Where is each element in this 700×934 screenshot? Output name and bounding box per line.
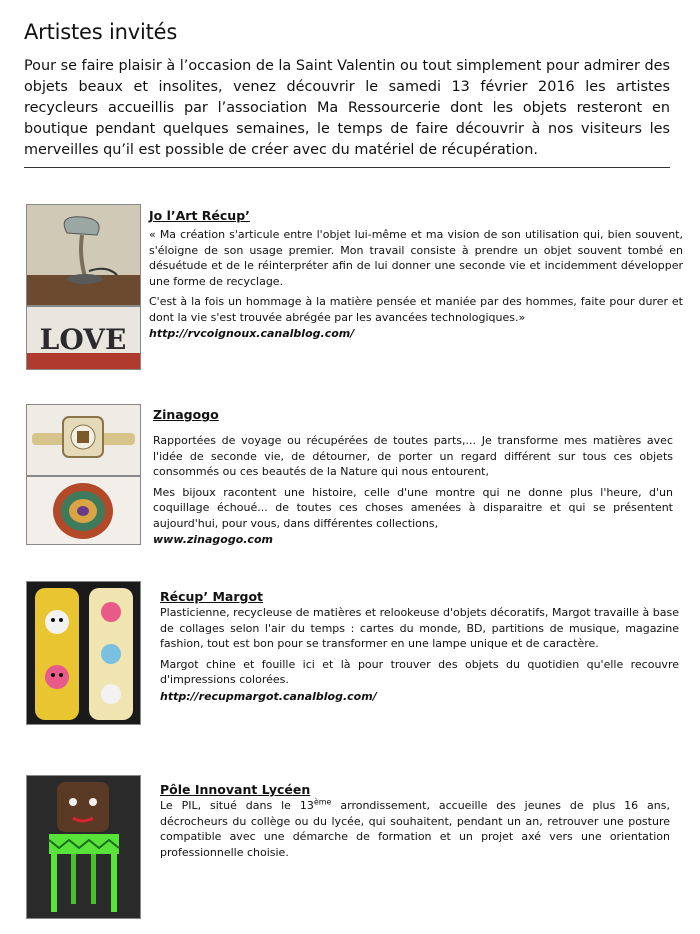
pil-text-start: Le PIL, situé dans le 13 <box>160 799 314 812</box>
artist-photo-jo-love <box>26 306 141 370</box>
artist-link-zinagogo[interactable]: www.zinagogo.com <box>153 533 273 546</box>
artist-description-jo <box>149 227 683 342</box>
artist-name-pil: Pôle Innovant Lycéen <box>160 782 311 797</box>
artist-photo-pil-chair <box>26 775 141 919</box>
artist-photo-zinagogo-ring <box>26 476 141 545</box>
divider <box>24 167 670 168</box>
artist-description-margot <box>160 605 679 704</box>
artist-paragraph: « Ma création s'articule entre l'objet lui-même et ma vision de son utilisation qui, bien souvent, s'éloigne de son usage premier. Mon travail consiste à prendre un objet souvent tombé en désuétude et de le réinterpréter afin de lui donner une seconde vie et incidemment développer une forme de recyclage. <box>149 228 683 288</box>
artist-description-zinagogo <box>153 433 673 548</box>
intro-paragraph: Pour se faire plaisir à l’occasion de la Saint Valentin ou tout simplement pour admirer des objets beaux et insolites, venez découvrir le samedi 13 février 2016 les artistes recycleurs accueillis par l’association Ma Ressourcerie dont les objets resteront en boutique pendant quelques semaines, le temps de faire découvrir à nos visiteurs les merveilles qu’il est possible de créer avec du matériel de récupération. <box>24 58 670 158</box>
artist-link-jo[interactable]: http://rvcoignoux.canalblog.com/ <box>149 327 355 340</box>
artist-name-zinagogo: Zinagogo <box>153 407 219 422</box>
artist-paragraph <box>160 798 670 860</box>
artist-photo-jo-lamp <box>26 204 141 306</box>
artist-paragraph: C'est à la fois un hommage à la matière pensée et maniée par des hommes, faite pour durer et dont la vie s'est trouvée abrégée par les avancées technologiques.» <box>149 295 683 324</box>
pil-text-end: arrondissement, accueille des jeunes de plus 16 ans, décrocheurs du collège ou du lycée, qui souhaitent, pendant un an, retrouver une posture compatible avec une démarche de formation et un projet axé vers une orientation professionnelle choisie. <box>160 799 670 859</box>
artist-link-margot[interactable]: http://recupmargot.canalblog.com/ <box>160 689 377 703</box>
artist-name-jo: Jo l’Art Récup’ <box>149 208 250 223</box>
artist-paragraph: Rapportées de voyage ou récupérées de toutes parts,... Je transforme mes matières avec l'idée de seconde vie, de détourner, de porter un regard différent sur tous ces objets consommés ou ces beautés de la Nature qui nous entourent, <box>153 434 673 478</box>
artist-paragraph: Plasticienne, recycleuse de matières et relookeuse d'objets décoratifs, Margot travaille à base de collages selon l'air du temps : cartes du monde, BD, partitions de musique, magazine fashion, tout est bon pour se transformer en une lampe unique et de caractère. <box>160 606 679 650</box>
artist-photo-margot-lamps <box>26 581 141 725</box>
page-title: Artistes invités <box>24 20 178 44</box>
artist-photo-zinagogo-watch <box>26 404 141 476</box>
love-sculpture-text: LOVE <box>39 323 127 356</box>
artist-paragraph: Margot chine et fouille ici et là pour trouver des objets du quotidien qu'elle recouvre d'impressions colorées. <box>160 657 679 686</box>
artist-description-pil <box>160 798 670 865</box>
pil-ordinal-suffix: ème <box>313 797 332 807</box>
artist-paragraph: Mes bijoux racontent une histoire, celle d'une montre qui ne donne plus l'heure, d'un coquillage échoué... de toutes ces choses amenées à disparaitre et qui se présentent aujourd'hui, pour vous, dans différentes collections, <box>153 485 673 530</box>
artist-name-margot: Récup’ Margot <box>160 589 264 604</box>
